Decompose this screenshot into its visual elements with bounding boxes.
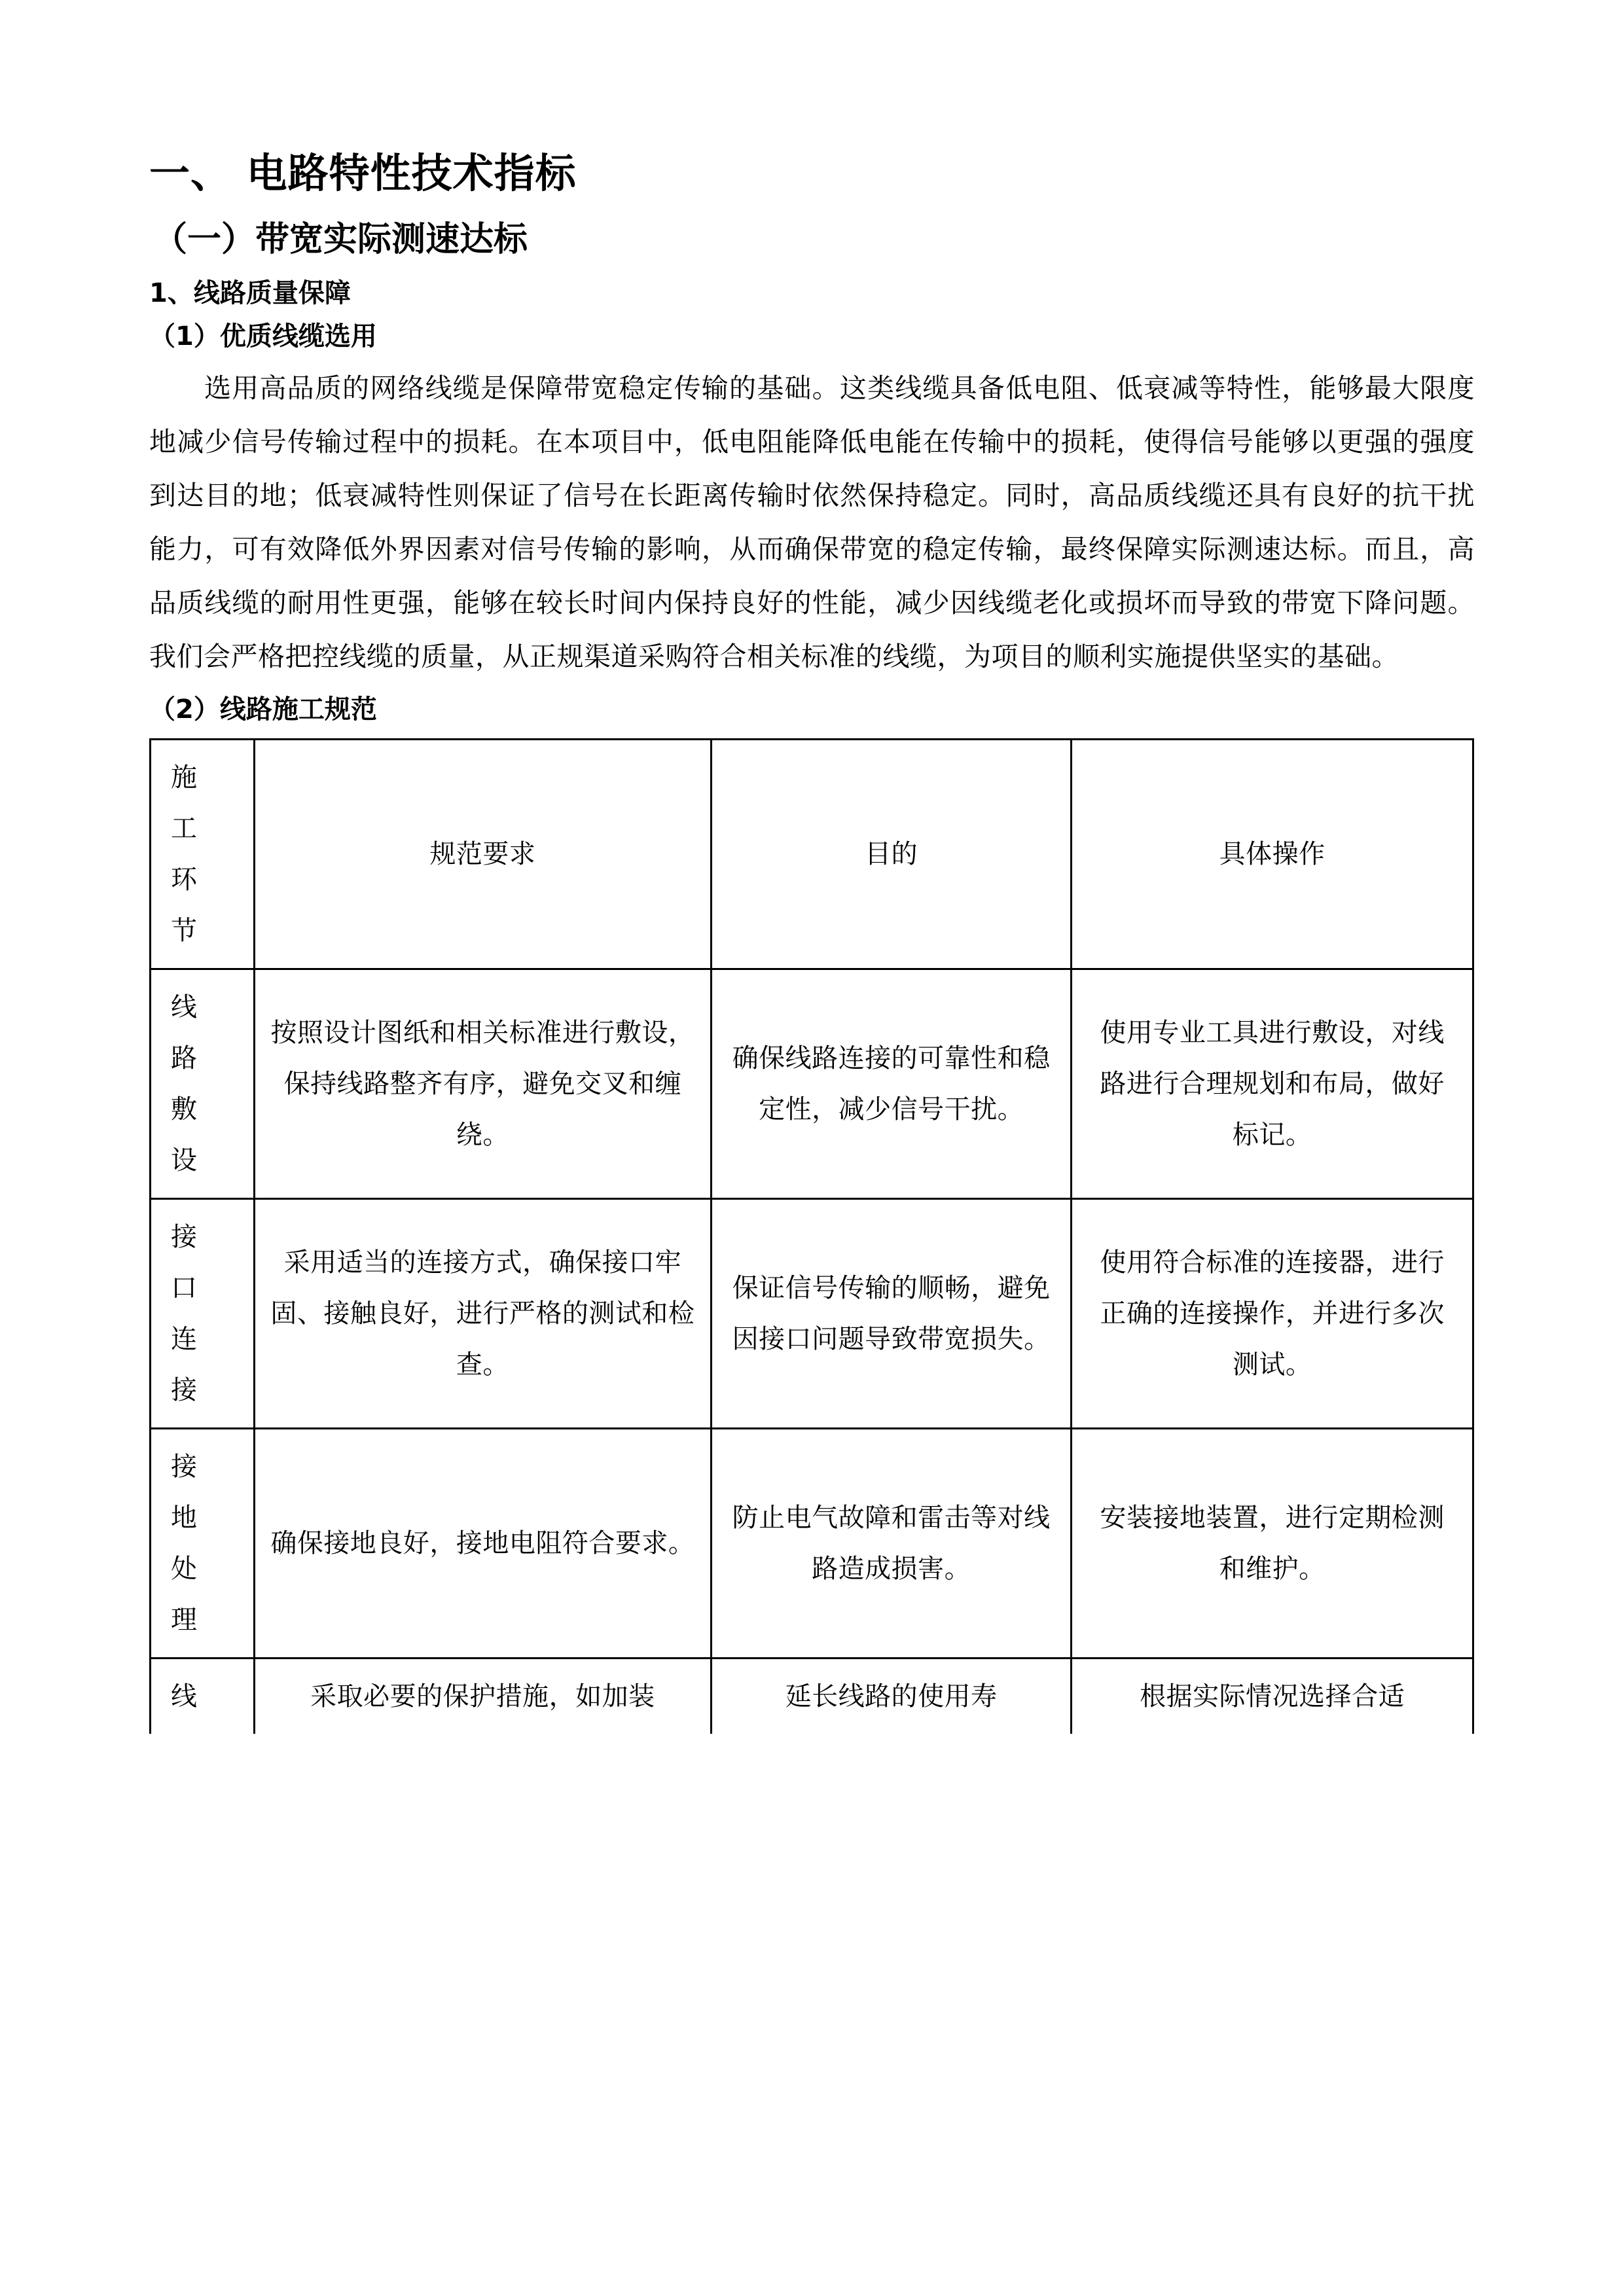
subsection-heading-1: （1）优质线缆选用 <box>149 321 377 351</box>
table-header-action: 具体操作 <box>1072 739 1473 969</box>
cell-purpose: 确保线路连接的可靠性和稳定性，减少信号干扰。 <box>712 969 1072 1198</box>
subsection-heading-2: （2）线路施工规范 <box>149 694 377 725</box>
table-header-spec: 规范要求 <box>254 739 711 969</box>
cell-spec: 采用适当的连接方式，确保接口牢固、接触良好，进行严格的测试和检查。 <box>254 1198 711 1428</box>
cell-spec: 确保接地良好，接地电阻符合要求。 <box>254 1428 711 1658</box>
cell-spec: 采取必要的保护措施，如加装 <box>254 1658 711 1734</box>
cell-action: 使用符合标准的连接器，进行正确的连接操作，并进行多次测试。 <box>1072 1198 1473 1428</box>
table-row <box>151 969 1473 1198</box>
table-header-purpose: 目的 <box>712 739 1072 969</box>
body-paragraph: 选用高品质的网络线缆是保障带宽稳定传输的基础。这类线缆具备低电阻、低衰减等特性，能够最大限度地减少信号传输过程中的损耗。在本项目中，低电阻能降低电能在传输中的损耗，使得信号能够以更强的强度到达目的地；低衰减特性则保证了信号在长距离传输时依然保持稳定。同时，高品质线缆还具有良好的抗干扰能力，可有效降低外界因素对信号传输的影响，从而确保带宽的稳定传输，最终保障实际测速达标。而且，高品质线缆的耐用性更强，能够在较长时间内保持良好的性能，减少因线缆老化或损坏而导致的带宽下降问题。我们会严格把控线缆的质量，从正规渠道采购符合相关标准的线缆，为项目的顺利实施提供坚实的基础。 <box>149 372 1475 672</box>
cell-stage: 线 <box>151 1658 255 1734</box>
section-heading: （一）带宽实际测速达标 <box>153 220 528 260</box>
cell-action: 使用专业工具进行敷设，对线路进行合理规划和布局，做好标记。 <box>1072 969 1473 1198</box>
table-row <box>151 1428 1473 1658</box>
construction-spec-table <box>149 738 1474 1734</box>
cell-purpose: 防止电气故障和雷击等对线路造成损害。 <box>712 1428 1072 1658</box>
table-header-row <box>151 739 1473 969</box>
subsection-heading: 1、线路质量保障 <box>149 278 351 308</box>
table-row-clipped <box>151 1658 1473 1734</box>
cell-action: 安装接地装置，进行定期检测和维护。 <box>1072 1428 1473 1658</box>
cell-stage: 线 路 敷 设 <box>151 969 255 1198</box>
cell-purpose: 保证信号传输的顺畅，避免因接口问题导致带宽损失。 <box>712 1198 1072 1428</box>
cell-action: 根据实际情况选择合适 <box>1072 1658 1473 1734</box>
cell-stage: 接 地 处 理 <box>151 1428 255 1658</box>
table-header-stage: 施 工 环 节 <box>151 739 255 969</box>
page-title: 一、 电路特性技术指标 <box>149 149 577 197</box>
cell-purpose: 延长线路的使用寿 <box>712 1658 1072 1734</box>
cell-stage: 接 口 连 接 <box>151 1198 255 1428</box>
table-row <box>151 1198 1473 1428</box>
cell-spec: 按照设计图纸和相关标准进行敷设，保持线路整齐有序，避免交叉和缠绕。 <box>254 969 711 1198</box>
